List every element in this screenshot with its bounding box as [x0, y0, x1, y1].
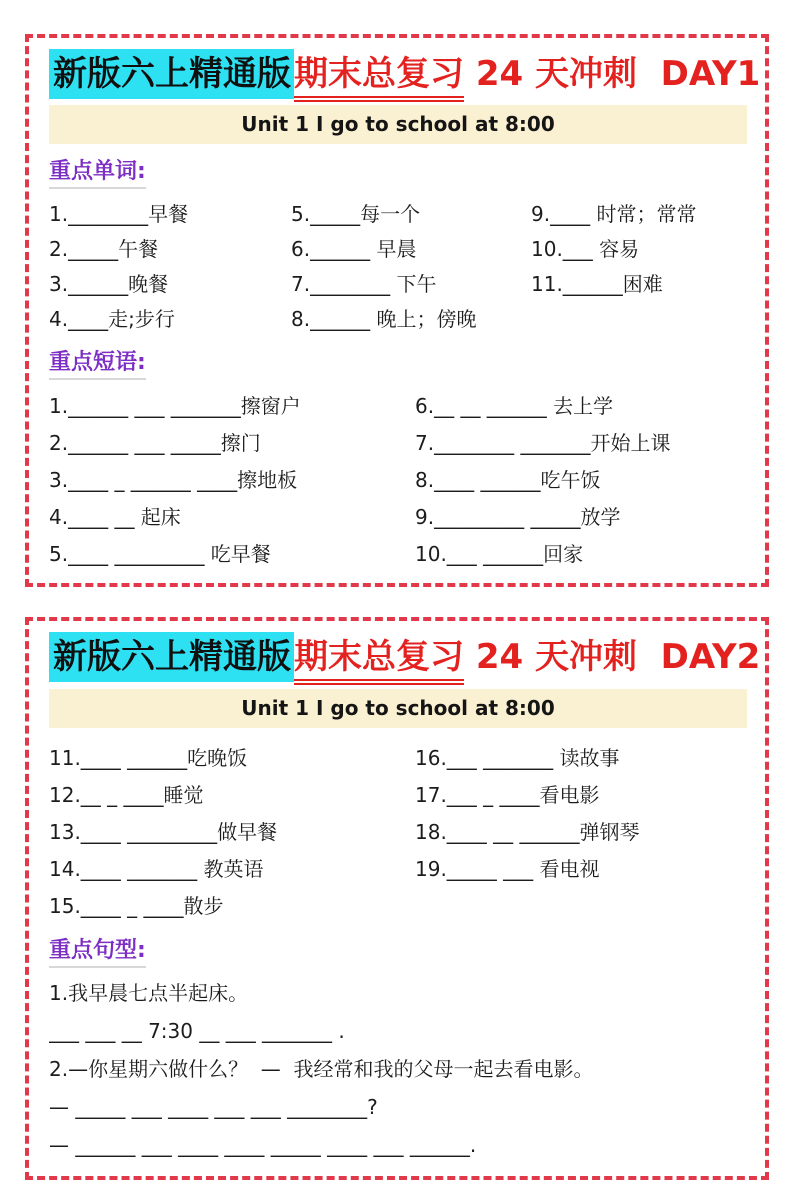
unit-subtitle: Unit 1 I go to school at 8:00: [49, 689, 747, 728]
key-phrases-list: [49, 386, 749, 571]
title-red-text: [294, 54, 760, 102]
phrase-item: 8.____ ______吃午饭: [415, 468, 601, 493]
phrase-item: 17.___ _ ____看电影: [415, 782, 600, 807]
phrase-item: 5.____ _________ 吃早餐: [49, 542, 271, 567]
sentence-line: 1.我早晨七点半起床。: [49, 980, 249, 1005]
sentence-line: — ______ ___ ____ ____ _____ ____ ___ ______.: [49, 1132, 477, 1157]
title-underlined-text: 期末总复习: [294, 637, 464, 685]
phrase-item: 6.__ __ ______ 去上学: [415, 394, 614, 419]
day1-title: [49, 50, 761, 99]
phrase-item: 2.______ ___ _____擦门: [49, 431, 261, 456]
phrase-item: 14.____ _______ 教英语: [49, 856, 264, 881]
key-phrases-heading: 重点短语:: [49, 345, 146, 380]
phrase-item: 13.____ _________做早餐: [49, 819, 278, 844]
sentence-line: ___ ___ __ 7:30 __ ___ _______ .: [49, 1018, 345, 1043]
phrase-item: 4.____ __ 起床: [49, 505, 181, 530]
phrase-item: 10.___ ______回家: [415, 542, 584, 567]
key-sentences-heading: 重点句型:: [49, 933, 146, 968]
phrase-item: 11.____ ______吃晚饭: [49, 745, 248, 770]
word-item: 10.___ 容易: [531, 237, 640, 262]
phrase-item: 3.____ _ ______ ____擦地板: [49, 468, 298, 493]
word-item: 3.______晚餐: [49, 272, 169, 297]
title-red-text: [294, 637, 760, 685]
sentence-line: — _____ ___ ____ ___ ___ ________?: [49, 1094, 378, 1119]
phrase-item: 15.____ _ ____散步: [49, 893, 224, 918]
unit-subtitle: Unit 1 I go to school at 8:00: [49, 105, 747, 144]
title-rest-text: 24 天冲刺 DAY2: [464, 637, 761, 678]
word-item: 1.________早餐: [49, 202, 189, 227]
phrase-item: 9._________ _____放学: [415, 505, 621, 530]
title-rest-text: 24 天冲刺 DAY1: [464, 54, 761, 94]
word-item: 2._____午餐: [49, 237, 159, 262]
phrase-item: 16.___ _______ 读故事: [415, 745, 620, 770]
phrase-item: 19._____ ___ 看电视: [415, 856, 600, 881]
phrase-item: 1.______ ___ _______擦窗户: [49, 394, 301, 419]
title-underlined-text: 期末总复习: [294, 54, 464, 102]
word-item: 8.______ 晚上；傍晚: [291, 307, 477, 332]
day2-panel: [25, 617, 769, 1179]
key-words-list: [49, 195, 749, 335]
day2-title: [49, 633, 761, 682]
key-sentences-list: [49, 974, 749, 1164]
word-item: 5._____每一个: [291, 202, 421, 227]
sentence-line: 2.—你星期六做什么？ — 我经常和我的父母一起去看电影。: [49, 1056, 594, 1081]
day1-panel: [25, 34, 769, 587]
word-item: 6.______ 早晨: [291, 237, 417, 262]
key-phrases-list-continued: [49, 738, 749, 923]
phrase-item: 7.________ _______开始上课: [415, 431, 671, 456]
word-item: 7.________ 下午: [291, 272, 437, 297]
title-highlight: 新版六上精通版: [49, 632, 294, 682]
word-item: 9.____ 时常；常常: [531, 202, 697, 227]
key-words-heading: 重点单词:: [49, 154, 146, 189]
title-highlight: 新版六上精通版: [49, 49, 294, 99]
phrase-item: 18.____ __ ______弹钢琴: [415, 819, 640, 844]
phrase-item: 12.__ _ ____睡觉: [49, 782, 204, 807]
word-item: 4.____走;步行: [49, 307, 175, 332]
word-item: 11.______困难: [531, 272, 663, 297]
